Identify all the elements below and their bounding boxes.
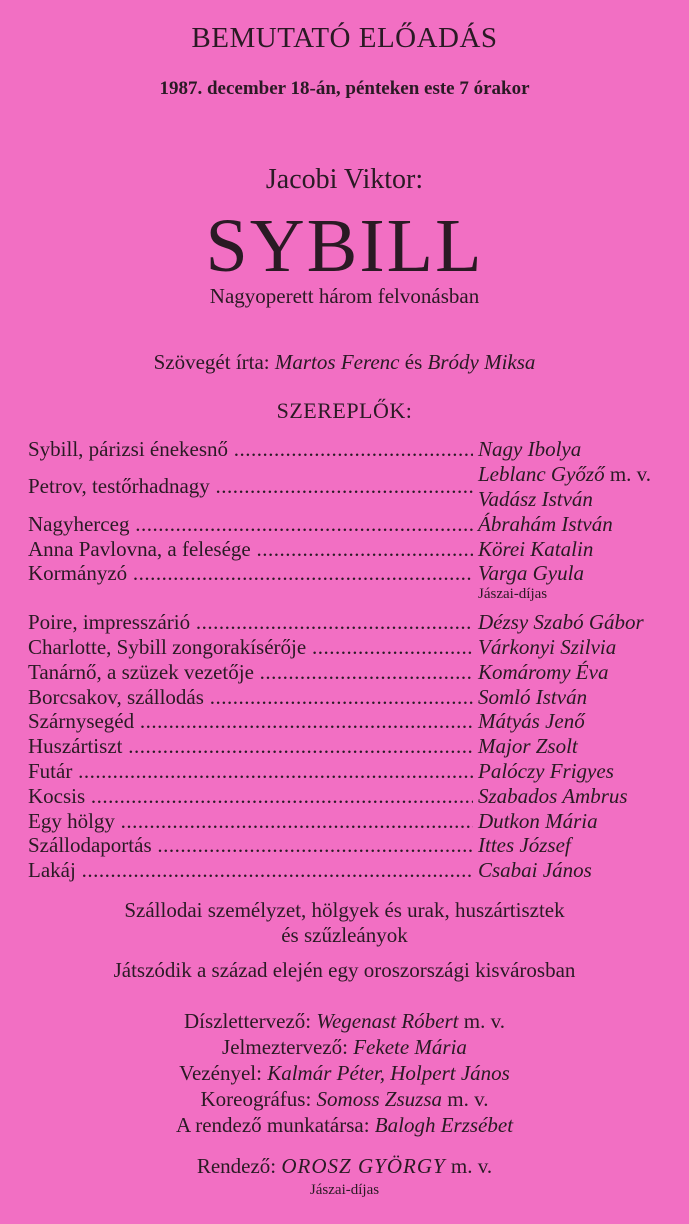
cast-row bbox=[28, 759, 683, 784]
role-name: Szállodaportás ..... bbox=[28, 833, 473, 857]
guest-note: m. v. bbox=[609, 461, 652, 486]
writers-label: Szövegét írta: bbox=[153, 350, 270, 374]
premiere-date: 1987. december 18-án, pénteken este 7 órakor bbox=[159, 78, 530, 99]
credit-line bbox=[0, 1060, 689, 1086]
cast-row bbox=[28, 610, 683, 635]
cast-row bbox=[28, 537, 683, 562]
cast-heading: SZEREPLŐK: bbox=[276, 398, 413, 423]
actor-name: Mátyás Jenő bbox=[478, 709, 585, 734]
actor-name: Csabai János bbox=[478, 858, 592, 883]
role-name: Egy hölgy ..... bbox=[28, 809, 473, 833]
writers-and: és bbox=[404, 350, 423, 374]
director-label: Rendező: bbox=[196, 1154, 277, 1178]
writer-2: Bródy Miksa bbox=[427, 350, 536, 374]
cast-row bbox=[28, 833, 683, 858]
cast-row bbox=[28, 660, 683, 685]
actor-name-first: Leblanc Győző bbox=[478, 461, 605, 486]
credit-name: Fekete Mária bbox=[353, 1035, 467, 1059]
director-note: m. v. bbox=[450, 1154, 493, 1178]
credit-line bbox=[0, 1034, 689, 1060]
cast-list bbox=[28, 437, 683, 883]
extras-line-1: Szállodai személyzet, hölgyek és urak, huszártisztek bbox=[124, 898, 565, 922]
credit-label: Jelmeztervező: bbox=[222, 1035, 348, 1059]
role-name: Anna Pavlovna, a felesége ..... bbox=[28, 537, 473, 561]
writer-1: Martos Ferenc bbox=[274, 350, 400, 374]
extras-line-2: és szűzleányok bbox=[281, 923, 408, 947]
role-name: Szárnysegéd ..... bbox=[28, 709, 473, 733]
director-name: OROSZ GYÖRGY bbox=[281, 1154, 446, 1178]
role-name: Poire, impresszárió ..... bbox=[28, 610, 473, 634]
actor-name: Várkonyi Szilvia bbox=[478, 634, 617, 659]
actor-name: Palóczy Frigyes bbox=[478, 758, 614, 783]
director-line bbox=[0, 1154, 689, 1179]
credit-line bbox=[0, 1086, 689, 1112]
actor-name: Varga Gyula bbox=[478, 561, 584, 586]
cast-row bbox=[28, 437, 683, 462]
role-name: Sybill, párizsi énekesnő ..... bbox=[28, 437, 473, 461]
credits-block bbox=[0, 1008, 689, 1138]
credit-name: Kalmár Péter, Holpert János bbox=[267, 1061, 510, 1085]
actor-name: Nagy Ibolya bbox=[478, 437, 582, 461]
actor-name: Komáromy Éva bbox=[478, 659, 609, 684]
actor-name: Körei Katalin bbox=[478, 536, 594, 561]
premiere-heading: BEMUTATÓ ELŐADÁS bbox=[191, 22, 498, 54]
role-name: Borcsakov, szállodás ..... bbox=[28, 685, 473, 709]
cast-row bbox=[28, 809, 683, 834]
cast-row bbox=[28, 858, 683, 883]
cast-row bbox=[28, 734, 683, 759]
actor-name: Somló István bbox=[478, 684, 588, 709]
cast-row bbox=[28, 635, 683, 660]
cast-row bbox=[28, 685, 683, 710]
actor-name: Ábrahám István bbox=[478, 511, 613, 536]
extras-note bbox=[0, 898, 689, 948]
work-title: SYBILL bbox=[205, 204, 484, 288]
credit-line bbox=[0, 1112, 689, 1138]
actor-name: Dézsy Szabó Gábor bbox=[478, 610, 644, 635]
work-subtitle: Nagyoperett három felvonásban bbox=[209, 284, 480, 308]
actor-name: Ittes József bbox=[478, 833, 571, 858]
cast-row bbox=[28, 512, 683, 537]
jaszai-prize-note: Jászai-díjas bbox=[478, 586, 548, 603]
credit-label: Koreográfus: bbox=[200, 1087, 312, 1111]
role-name: Tanárnő, a szüzek vezetője ..... bbox=[28, 660, 473, 684]
role-name: Petrov, testőrhadnagy ..... bbox=[28, 474, 473, 498]
cast-row bbox=[28, 784, 683, 809]
actor-name: Szabados Ambrus bbox=[478, 783, 628, 808]
role-name: Kocsis ..... bbox=[28, 784, 473, 808]
credit-label: Vezényel: bbox=[179, 1061, 262, 1085]
actor-name bbox=[478, 462, 651, 486]
role-name: Charlotte, Sybill zongorakísérője ..... bbox=[28, 635, 473, 659]
cast-prize-row bbox=[28, 586, 683, 610]
role-name: Futár ..... bbox=[28, 759, 473, 783]
cast-row bbox=[28, 462, 683, 512]
cast-row bbox=[28, 561, 683, 586]
credit-label: Díszlettervező: bbox=[184, 1009, 312, 1033]
role-name: Lakáj ..... bbox=[28, 858, 473, 882]
director-prize: Jászai-díjas bbox=[309, 1182, 380, 1198]
credit-name: Wegenast Róbert bbox=[316, 1009, 459, 1033]
actor-name: Major Zsolt bbox=[478, 734, 578, 759]
cast-row bbox=[28, 709, 683, 734]
role-name: Nagyherceg ..... bbox=[28, 512, 473, 536]
librettists-line bbox=[0, 350, 689, 375]
setting-note: Játszódik a század elején egy oroszországi kisvárosban bbox=[113, 958, 576, 982]
credit-note: m. v. bbox=[463, 1009, 505, 1033]
credit-line bbox=[0, 1008, 689, 1034]
composer-name: Jacobi Viktor: bbox=[265, 164, 424, 195]
credit-name: Balogh Erzsébet bbox=[374, 1113, 514, 1137]
actor-name-alternate: Vadász István bbox=[478, 486, 593, 511]
credit-label: A rendező munkatársa: bbox=[175, 1113, 370, 1137]
role-name: Kormányzó ..... bbox=[28, 561, 473, 585]
actor-name: Dutkon Mária bbox=[478, 808, 598, 833]
role-name: Huszártiszt ..... bbox=[28, 734, 473, 758]
credit-name: Somoss Zsuzsa bbox=[316, 1087, 443, 1111]
credit-note: m. v. bbox=[447, 1087, 489, 1111]
